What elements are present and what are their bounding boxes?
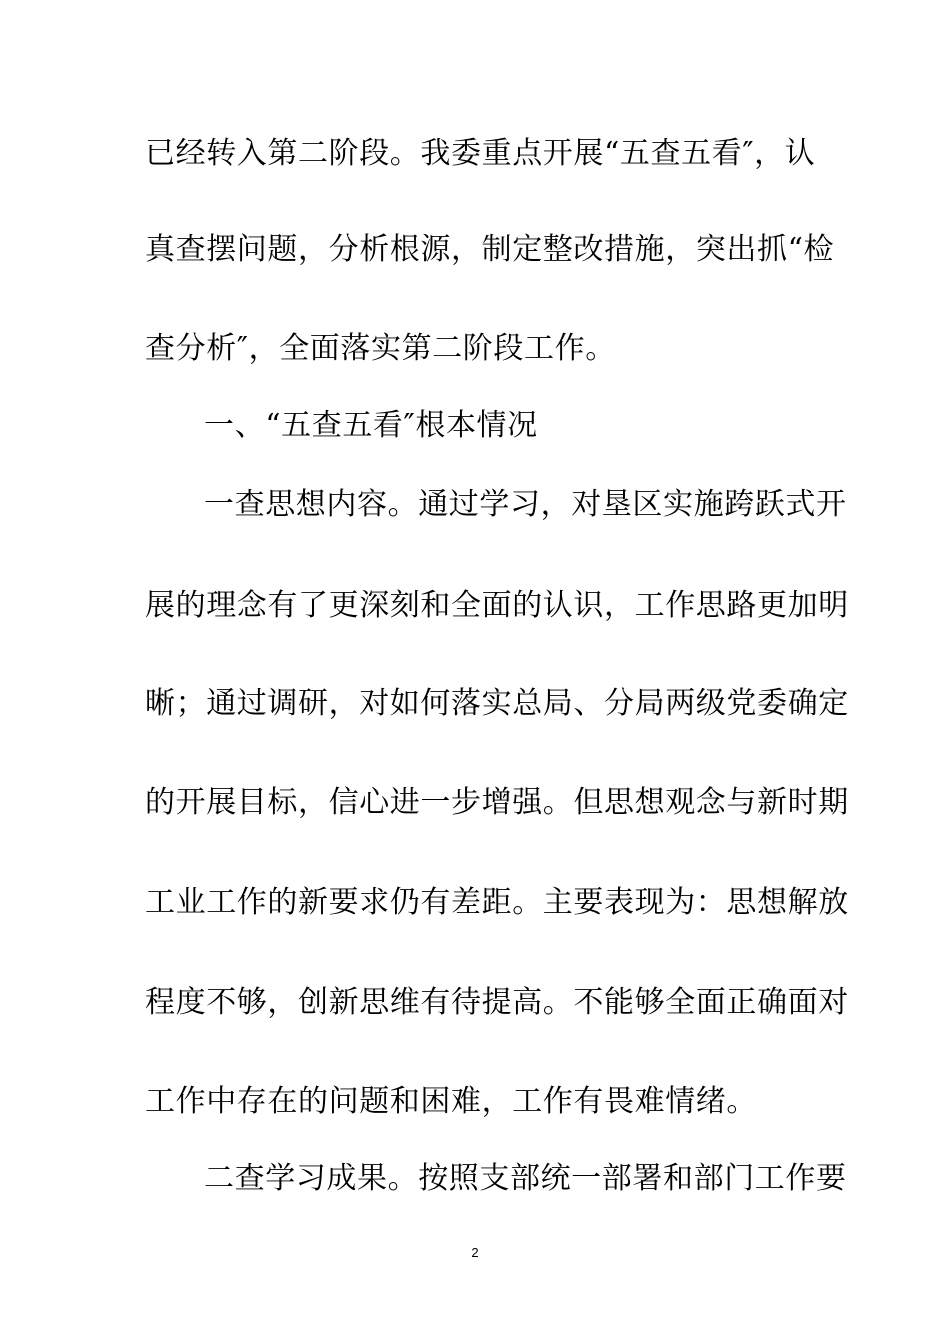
body-text-line: 晰；通过调研，对如何落实总局、分局两级党委确定: [145, 686, 849, 721]
body-text-line: 程度不够，创新思维有待提高。不能够全面正确面对: [145, 985, 849, 1020]
body-text-line: 真查摆问题，分析根源，制定整改措施，突出抓“检: [145, 232, 835, 267]
body-text-line: 的开展目标，信心进一步增强。但思想观念与新时期: [145, 785, 849, 820]
body-text-line: 已经转入第二阶段。我委重点开展“五查五看″，认: [145, 136, 816, 171]
section-heading: 一、“五查五看″根本情况: [204, 408, 538, 443]
body-text-line: 展的理念有了更深刻和全面的认识，工作思路更加明: [145, 588, 849, 623]
body-text-line: 工作中存在的问题和困难，工作有畏难情绪。: [145, 1084, 757, 1119]
page-number: 2: [471, 1245, 479, 1260]
paragraph-first-line: 二查学习成果。按照支部统一部署和部门工作要: [204, 1161, 847, 1196]
paragraph-first-line: 一查思想内容。通过学习，对垦区实施跨跃式开: [204, 487, 847, 522]
body-text-line: 工业工作的新要求仍有差距。主要表现为：思想解放: [145, 885, 849, 920]
body-text-line: 查分析″，全面落实第二阶段工作。: [145, 331, 616, 366]
